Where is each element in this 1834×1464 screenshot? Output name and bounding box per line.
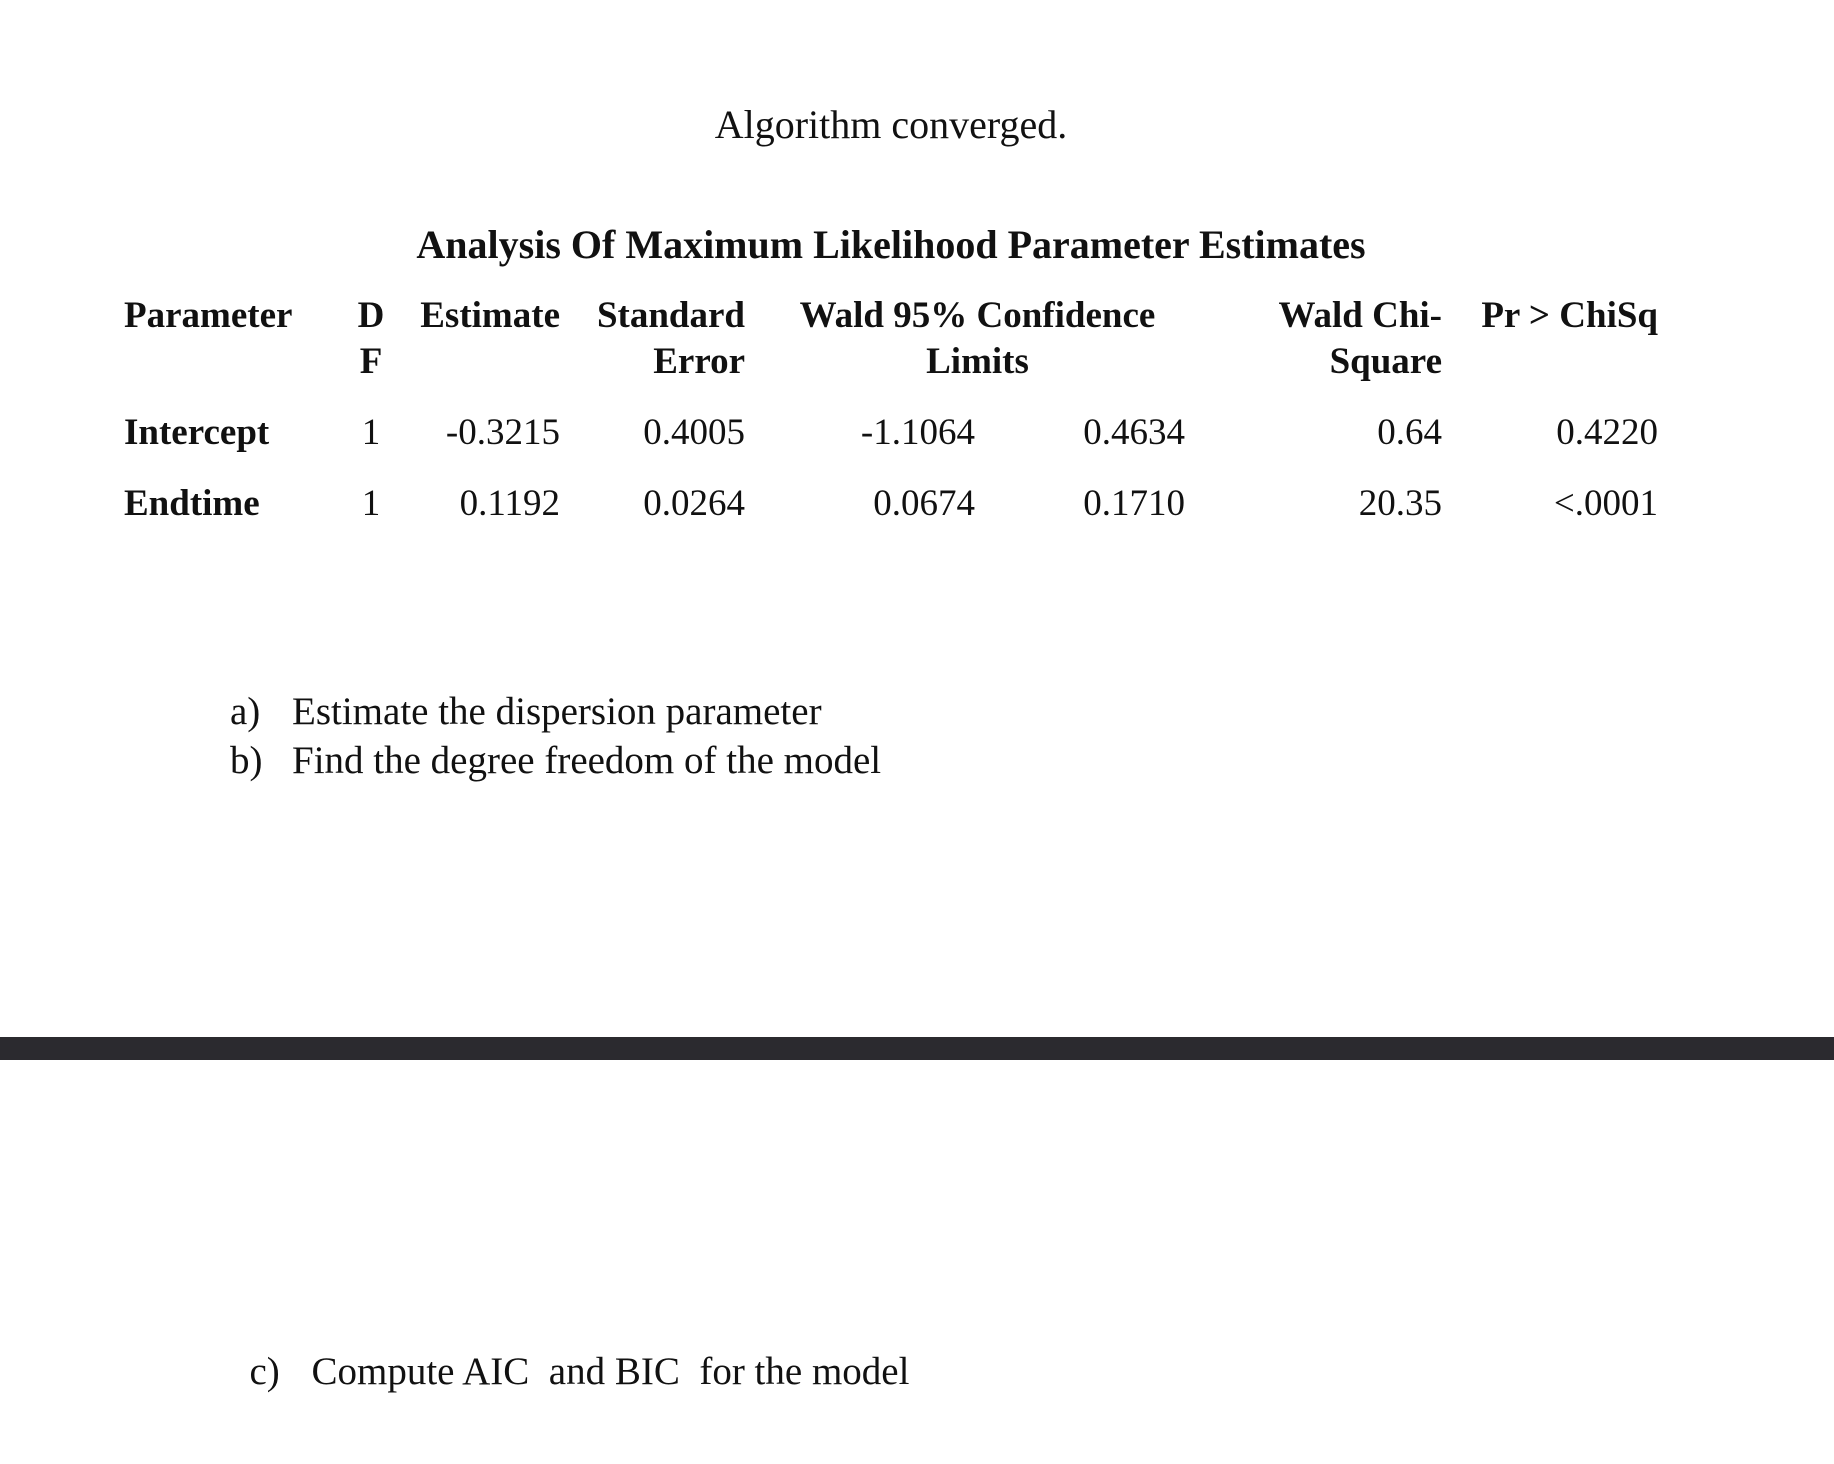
question-letter: b) [230,739,263,782]
algorithm-status: Algorithm converged. [714,102,1068,147]
header-wald-ci-line1: Wald 95% Confidence [799,295,1156,336]
row-wald-chi-square: 0.64 [1377,412,1442,453]
header-estimate: Estimate [420,295,560,336]
row-std-error: 0.4005 [643,412,745,453]
row-ci-upper: 0.4634 [1083,412,1185,453]
row-estimate: -0.3215 [445,412,560,453]
header-wald-chi-line1: Wald Chi- [1278,295,1442,336]
row-wald-chi-square: 20.35 [1358,483,1442,524]
header-parameter: Parameter [124,295,293,336]
row-ci-upper: 0.1710 [1083,483,1185,524]
header-df-line1: D [357,295,385,336]
row-df: 1 [361,412,381,453]
row-parameter: Intercept [124,412,270,453]
header-df-line2: F [359,341,383,382]
header-wald-chi-line2: Square [1329,341,1442,382]
row-std-error: 0.0264 [643,483,745,524]
question-b [230,737,881,785]
row-ci-lower: 0.0674 [873,483,975,524]
divider-bar [0,1037,1834,1060]
row-pr-chisq: <.0001 [1553,483,1658,524]
question-text: Compute AIC and BIC for the model [311,1350,910,1393]
question-letter: c) [249,1350,280,1393]
row-parameter: Endtime [124,483,260,524]
row-df: 1 [361,483,381,524]
header-std-error-line2: Error [653,341,745,382]
header-std-error-line1: Standard [596,295,745,336]
question-text: Estimate the dispersion parameter [292,690,822,733]
question-letter: a) [230,690,261,733]
row-ci-lower: -1.1064 [860,412,975,453]
header-wald-ci-line2: Limits [926,341,1029,382]
table-title: Analysis Of Maximum Likelihood Parameter Estimates [416,222,1366,267]
row-estimate: 0.1192 [459,483,560,524]
question-text: Find the degree freedom of the model [292,739,882,782]
header-pr-chisq: Pr > ChiSq [1481,295,1658,336]
question-c [230,1300,909,1396]
question-a [230,688,822,736]
row-pr-chisq: 0.4220 [1556,412,1658,453]
